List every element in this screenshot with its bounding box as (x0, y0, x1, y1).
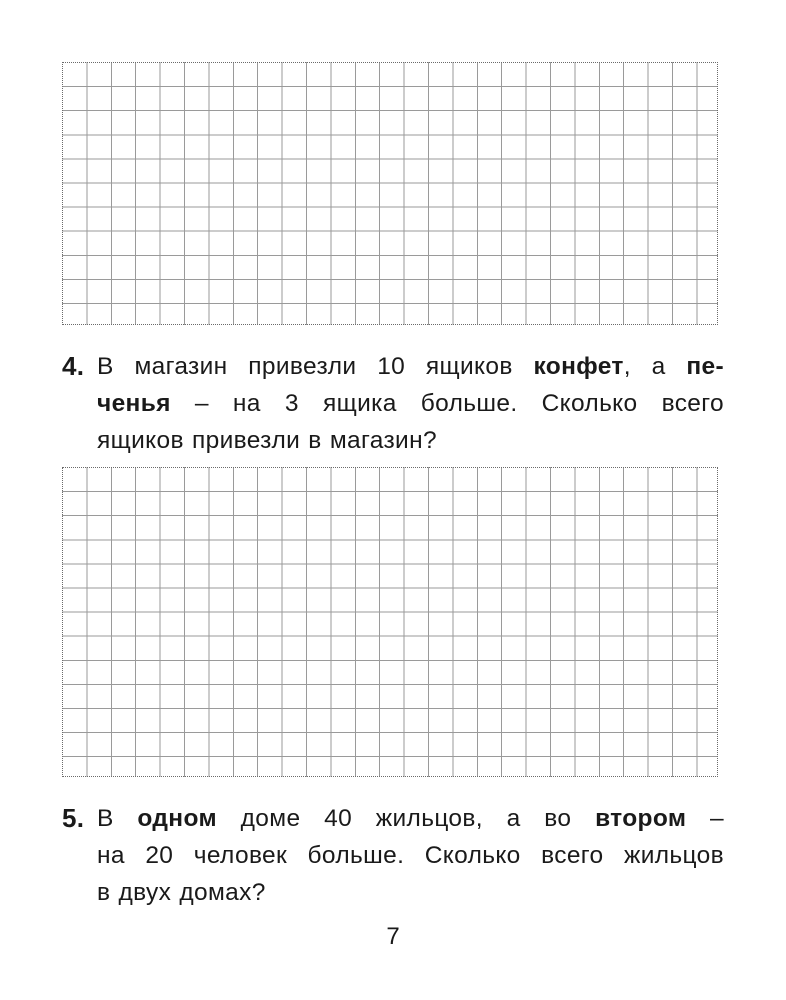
page-number: 7 (386, 923, 400, 950)
task-5-number: 5. (62, 803, 85, 833)
task-5 (62, 800, 724, 911)
task-5-text (97, 800, 724, 911)
task-4-text (97, 348, 724, 459)
task-4-line-1: В магазин привезли 10 ящиков конфет, а пе- (97, 353, 724, 380)
task-4-number: 4. (62, 351, 85, 381)
task-4 (62, 348, 724, 459)
keyword-first: одном (137, 805, 217, 832)
answer-grid-top (62, 62, 718, 325)
keyword-second: втором (595, 805, 687, 832)
keyword-cookies-part1: пе- (686, 353, 724, 380)
task-5-line-3: в двух домах? (97, 879, 266, 906)
keyword-candy: конфет (533, 353, 624, 380)
task-4-line-3: ящиков привезли в магазин? (97, 427, 437, 454)
task-5-line-1: В одном доме 40 жильцов, а во втором – (97, 805, 724, 832)
keyword-cookies-part2: ченья (97, 390, 171, 417)
answer-grid-bottom (62, 467, 718, 777)
task-5-line-2: на 20 человек больше. Сколько всего жильцов (97, 842, 724, 869)
task-4-line-2: ченья – на 3 ящика больше. Сколько всего (97, 390, 724, 417)
